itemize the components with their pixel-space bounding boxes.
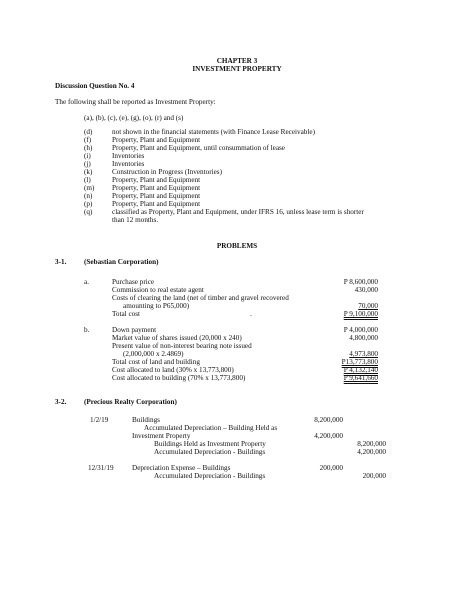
total-cost-label: Total cost (112, 310, 141, 318)
entry-account-continued: Investment Property (132, 432, 191, 440)
entry-debit: 8,200,000 (314, 416, 343, 424)
entry-account: Accumulated Depreciation - Buildings (154, 448, 266, 456)
list-item-text: Property, Plant and Equipment (112, 192, 201, 200)
problem-title: (Sebastian Corporation) (84, 258, 159, 266)
list-item-key: (k) (84, 168, 93, 176)
part-label: b. (84, 326, 90, 334)
land-allocation-amount: P 4,132,140 (343, 366, 378, 374)
clearing-label-continued: amounting to P65,000) (123, 302, 190, 310)
land-allocation-label: Cost allocated to land (30% x 13,773,800) (112, 366, 234, 374)
entry-account: Depreciation Expense – Buildings (132, 464, 231, 472)
list-item-text: Construction in Progress (Inventories) (112, 168, 222, 176)
list-item-key: (i) (84, 152, 91, 160)
entry-credit: 8,200,000 (357, 440, 386, 448)
clearing-amount: 70,000 (358, 302, 378, 310)
problem-number: 3-2. (55, 398, 67, 406)
list-item-text: not shown in the financial statements (with Finance Lease Receivable) (112, 128, 315, 136)
commission-amount: 430,000 (354, 286, 378, 294)
list-item-key: (j) (84, 160, 91, 168)
list-item-text: Inventories (112, 160, 145, 168)
shares-market-value-amount: 4,800,000 (349, 334, 378, 342)
discussion-intro: The following shall be reported as Investment Property: (55, 98, 216, 106)
list-item-key: (q) (84, 208, 93, 216)
purchase-price-amount: P 8,600,000 (343, 278, 378, 286)
total-land-building-label: Total cost of land and building (112, 358, 200, 366)
list-item-key: (h) (84, 144, 93, 152)
investment-property-letters: (a), (b), (c), (e), (g), (o), (r) and (s) (84, 114, 184, 122)
problem-number: 3-1. (55, 258, 67, 266)
list-item-text: classified as Property, Plant and Equipment, under IFRS 16, unless lease term is shorter (112, 208, 364, 216)
list-item-key: (l) (84, 176, 91, 184)
entry-debit: 4,200,000 (314, 432, 343, 440)
list-item-text: Property, Plant and Equipment (112, 200, 201, 208)
commission-label: Commission to real estate agent (112, 286, 204, 294)
total-land-building-amount: P13,773,800 (341, 358, 378, 366)
list-item-key: (f) (84, 136, 92, 144)
entry-account: Buildings (132, 416, 160, 424)
note-present-value-label: Present value of non-interest bearing note issued (112, 342, 252, 350)
list-item-text: Property, Plant and Equipment (112, 176, 201, 184)
clearing-label: Costs of clearing the land (net of timber and gravel recovered (112, 294, 289, 302)
entry-debit: 200,000 (319, 464, 343, 472)
list-item-text: Property, Plant and Equipment, until consummation of lease (112, 144, 286, 152)
chapter-title: INVESTMENT PROPERTY (192, 65, 282, 73)
down-payment-amount: P 4,000,000 (343, 326, 378, 334)
down-payment-label: Down payment (112, 326, 157, 334)
stray-dot: . (250, 310, 252, 318)
entry-account: Accumulated Depreciation - Buildings (154, 472, 266, 480)
discussion-heading: Discussion Question No. 4 (55, 82, 135, 90)
entry-credit: 4,200,000 (357, 448, 386, 456)
problem-title: (Precious Realty Corporation) (84, 398, 177, 406)
note-present-value-computation: (2,000,000 x 2.4869) (123, 350, 184, 358)
list-item-text-continued: than 12 months. (112, 216, 159, 224)
entry-credit: 200,000 (362, 472, 386, 480)
list-item-key: (p) (84, 200, 93, 208)
problems-heading: PROBLEMS (216, 242, 258, 250)
building-allocation-amount: P 9,641,660 (343, 374, 378, 382)
entry-account: Accumulated Depreciation – Building Held as (144, 424, 278, 432)
list-item-text: Property, Plant and Equipment (112, 184, 201, 192)
entry-date: 12/31/19 (88, 464, 114, 472)
list-item-text: Inventories (112, 152, 145, 160)
list-item-key: (n) (84, 192, 93, 200)
building-allocation-label: Cost allocated to building (70% x 13,773,800) (112, 374, 246, 382)
shares-market-value-label: Market value of shares issued (20,000 x 240) (112, 334, 242, 342)
entry-account: Buildings Held as Investment Property (154, 440, 266, 448)
purchase-price-label: Purchase price (112, 278, 155, 286)
chapter-number: CHAPTER 3 (216, 57, 258, 65)
list-item-key: (m) (84, 184, 95, 192)
list-item-key: (d) (84, 128, 93, 136)
list-item-text: Property, Plant and Equipment (112, 136, 201, 144)
total-cost-amount: P 9,100,000 (343, 310, 378, 318)
entry-date: 1/2/19 (90, 416, 109, 424)
part-label: a. (84, 278, 89, 286)
note-present-value-amount: 4,973,800 (349, 350, 378, 358)
